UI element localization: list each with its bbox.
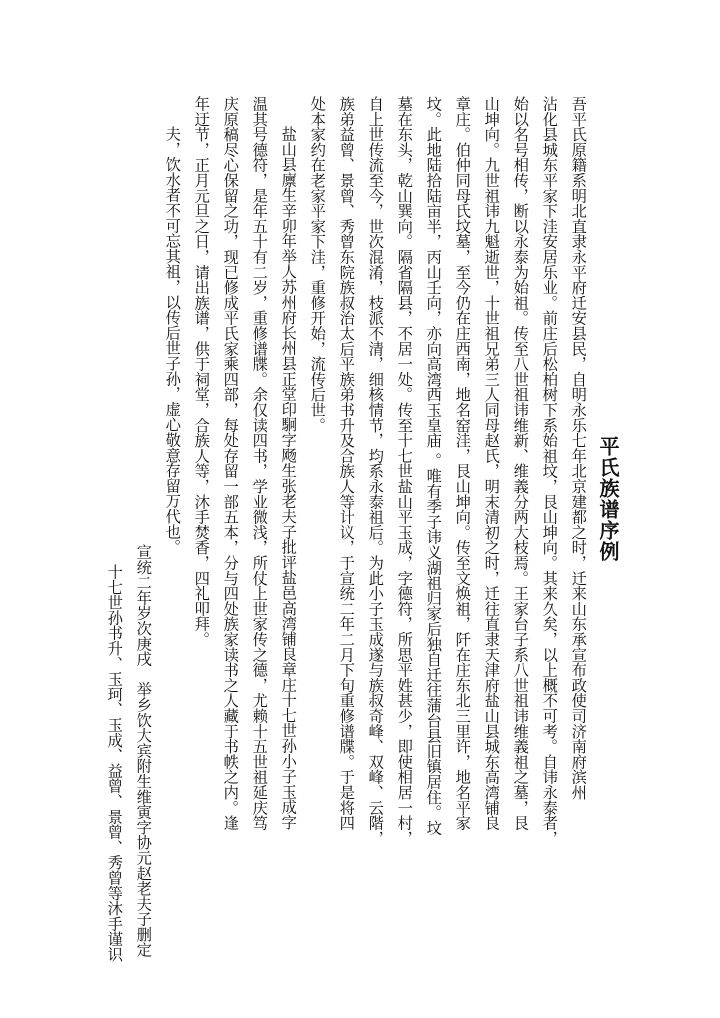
text-column: 温其号德符，是年五十有二岁，重修谱牒。余仅读四书，学业微浅，所仗上世家传之德，尤赖十五世祖延庆笃	[250, 96, 269, 831]
signature-line: 宣统二年岁次庚戌 举乡饮大宾附生维寅字协元赵老夫子删定	[134, 544, 153, 958]
signature-line: 十七世孙书升、玉珂、玉成、益曾、景曾、秀曾等沐手谨识	[105, 564, 124, 962]
text-column: 墓在东头，乾山巽向。隔省隔县，不居一处。传至十七世盐山平玉成，字德符，所思平姓甚少，即使相居一村，	[395, 96, 414, 846]
text-column: 盐山县廪生辛卯年举人苏州府长州县正堂印駉字飏生张老夫子批评盐邑高湾铺良章庄十七世孙小子玉成字	[279, 126, 298, 830]
text-column: 处本家约在老家平家下洼，重修开始，流传后世。	[308, 96, 327, 433]
text-column: 自上世传流至今，世次混淆，枝派不清，细核情节，均系永泰祖后。为此小子玉成遂与族叔奇峰、双峰、云階，	[366, 96, 385, 846]
document-title: 平氏族谱序例	[596, 436, 620, 562]
text-column: 夫，饮水者不可忘其祖，以传后世子孙，虚心敬意存留万代也。	[163, 126, 182, 555]
text-column: 沾化县城东平家下洼安居乐业。前庄后松柏树下系始祖坟，艮山坤向。其来久矣，以上概不可考。自讳永泰者，	[540, 96, 559, 846]
text-column: 坟。此地陆拾陆亩半，丙山壬向，亦向高湾西玉皇庙 。唯有季子讳义湖祖归家后独自迁往蒲台县旧镇居住。坟	[424, 96, 443, 836]
text-column: 始以名号相传，断以永泰为始祖。传至八世祖讳维新、维義分两大枝焉。王家台子系八世祖讳维義祖之墓，艮	[511, 96, 530, 831]
text-column: 族弟益曾、景曾、秀曾东院族叔治太后平族弟书升及合族人等计议，于宣统二年二月下旬重修谱牒。于是将四	[337, 96, 356, 831]
text-column: 章庄。伯仲同母氏坟墓，至今仍在庄西南，地名窑洼，艮山坤向。传至文焕祖，阡在庄东北三里许，地名平家	[453, 96, 472, 831]
text-column: 山坤向。九世祖讳九魁逝世，十世祖兄弟三人同母赵氏，明末清初之时，迁往直隶天津府盐山县城东高湾铺良	[482, 96, 501, 831]
text-column: 吾平氏原籍系明北直隶永平府迁安县民，自明永乐七年北京建都之时，迁来山东承宣布政使司济南府滨州	[569, 96, 588, 800]
text-column: 庆原稿尽心保留之功，现已修成平氏家乘四部，每处存留一部五本，分与四处族家读书之人藏于书帙之内。逢	[221, 96, 240, 831]
text-column: 年迂节，正月元旦之日，请出族谱，供于祠堂，合族人等，沐手焚香，四礼叩拜。	[192, 96, 211, 647]
